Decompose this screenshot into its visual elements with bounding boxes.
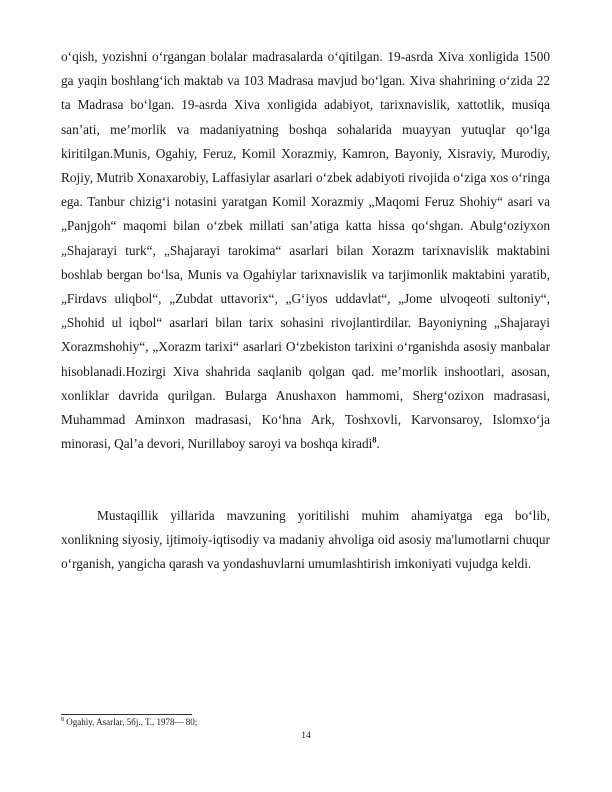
paragraph-2-text: Mustaqillik yillarida mavzuning yoritilishi muhim ahamiyatga ega bo‘lib, xonlikning siyosiy, ijtimoiy-iqtisodiy va madaniy ahvoliga oid asosiy ma'lumotlarni chuqur o‘rganish, yangicha qarash va yondashuvlarni umumlashtirish imkoniyati vujudga keldi. <box>61 508 550 572</box>
paragraph-1-end: . <box>376 436 380 452</box>
body-paragraph-2 <box>61 504 550 577</box>
page-number: 14 <box>301 731 311 741</box>
body-paragraph-1 <box>61 45 550 456</box>
footnote-text: Ogahiy, Asarlar, 5бj., T., 1978— 80; <box>64 717 198 727</box>
footnote-number: 8 <box>61 717 64 723</box>
paragraph-1-text: o‘qish, yozishni o‘rgangan bolalar madrasalarda o‘qitilgan. 19-asrda Xiva xonligida 1500 ga yaqin boshlang‘ich maktab va 103 Madrasa mavjud bo‘lgan. Xiva shahrining o‘zida 22 ta Madrasa bo‘lgan. 19-asrda Xiva xonligida adabiyot, tarixnavislik, xattotlik, musiqa san’ati, me’morlik va madaniyatning boshqa sohalarida muayyan yutuqlar qo‘lga kiritilgan.Munis, Ogahiy, Feruz, Komil Xorazmiy, Kamron, Bayoniy, Xisraviy, Murodiy, Rojiy, Mutrib Xonaxarobiy, Laffasiylar asarlari o‘zbek adabiyoti rivojida o‘ziga xos o‘ringa ega. Tanbur chizig‘i notasini yaratgan Komil Xorazmiy „Maqomi Feruz Shohiy“ asari va „Panjgoh“ maqomi bilan o‘zbek millati san’atiga katta hissa qo‘shgan. Abulg‘oziyxon „Shajarayi turk“, „Shajarayi tarokima“ asarlari bilan Xorazm tarixnavislik maktabini boshlab bergan bo‘lsa, Munis va Ogahiylar tarixnavislik va tarjimonlik maktabini yaratib, „Firdavs uliqbol“, „Zubdat uttavorix“, „G‘iyos uddavlat“, „Jome ulvoqeoti sultoniy“, „Shohid ul iqbol“ asarlari bilan tarix sohasini rivojlantirdilar. Bayoniyning „Shajarayi Xorazmshohiy“, „Xorazm tarixi“ asarlari O‘zbekiston tarixini o‘rganishda asosiy manbalar hisoblanadi.Hozirgi Xiva shahrida saqlanib qolgan qad. me’morlik inshootlari, asosan, xonliklar davrida qurilgan. Bularga Anushaxon hammomi, Sherg‘ozixon madrasasi, Muhammad Aminxon madrasasi, Ko‘hna Ark, Toshxovli, Karvonsaroy, Islomxo‘ja minorasi, Qal’a devori, Nurillaboy saroyi va boshqa kiradi <box>61 49 550 452</box>
footnote-reference[interactable]: 8 <box>372 434 377 445</box>
footnote <box>61 716 550 728</box>
footnote-separator <box>61 714 192 715</box>
